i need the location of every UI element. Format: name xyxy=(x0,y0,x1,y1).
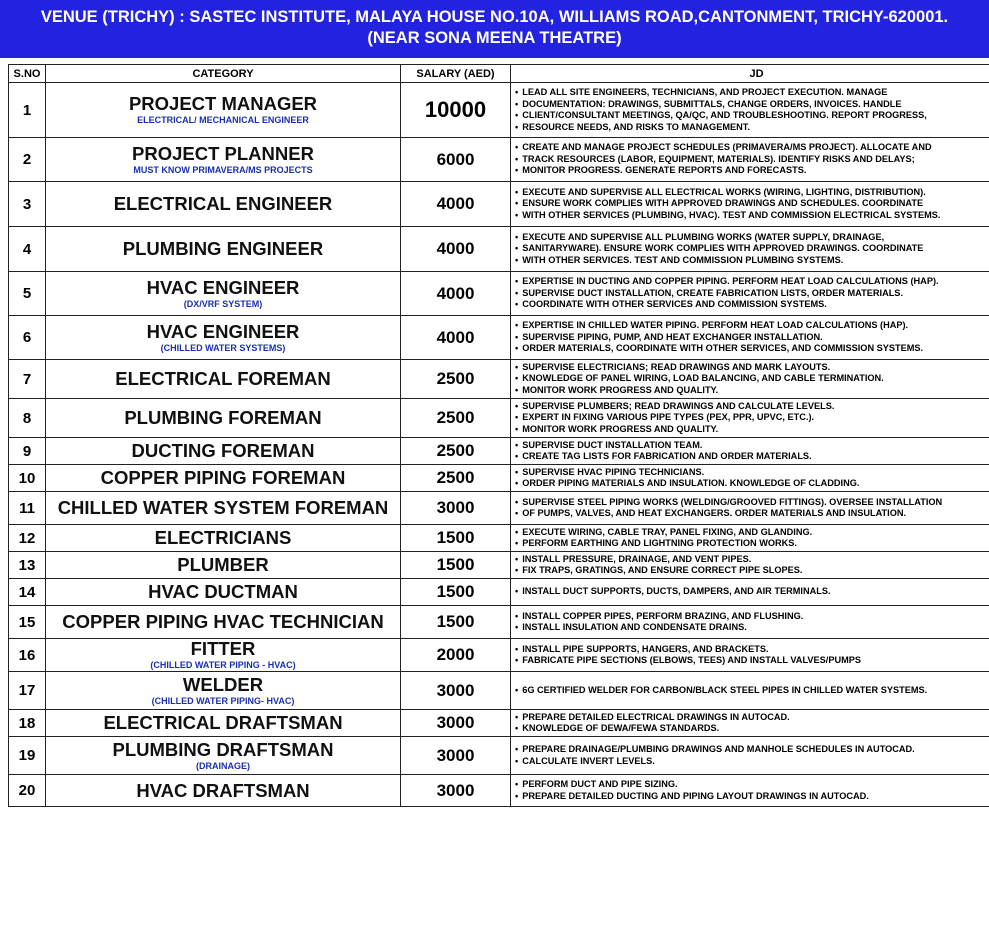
jd-line: • ORDER PIPING MATERIALS AND INSULATION. KNOWLEDGE OF CLADDING. xyxy=(515,478,989,490)
jobs-table xyxy=(8,64,989,807)
category-title: ELECTRICAL DRAFTSMAN xyxy=(103,712,343,733)
table-row xyxy=(9,737,989,775)
category-title: WELDER xyxy=(182,673,264,695)
row-sno: 2 xyxy=(9,138,46,182)
row-sno: 8 xyxy=(9,399,46,438)
jd-list xyxy=(515,142,989,177)
row-sno: 6 xyxy=(9,316,46,360)
jd-line: • SUPERVISE DUCT INSTALLATION, CREATE FABRICATION LISTS, ORDER MATERIALS. xyxy=(515,288,989,300)
category-title: PROJECT PLANNER xyxy=(132,142,314,164)
jd-list xyxy=(515,554,989,577)
jd-line: • KNOWLEDGE OF PANEL WIRING, LOAD BALANCING, AND CABLE TERMINATION. xyxy=(515,373,989,385)
row-category xyxy=(46,360,401,399)
jd-line: • WITH OTHER SERVICES (PLUMBING, HVAC). TEST AND COMMISSION ELECTRICAL SYSTEMS. xyxy=(515,210,989,222)
category-title: CHILLED WATER SYSTEM FOREMAN xyxy=(57,497,389,518)
jd-line: • MONITOR PROGRESS. GENERATE REPORTS AND FORECASTS. xyxy=(515,165,989,177)
row-salary: 1500 xyxy=(401,552,511,579)
jd-line: • CREATE TAG LISTS FOR FABRICATION AND ORDER MATERIALS. xyxy=(515,451,989,463)
row-sno: 7 xyxy=(9,360,46,399)
row-category xyxy=(46,83,401,138)
category-title: ELECTRICIANS xyxy=(154,527,292,548)
category-title: PLUMBING ENGINEER xyxy=(122,238,324,259)
jd-line: • EXECUTE AND SUPERVISE ALL PLUMBING WORKS (WATER SUPPLY, DRAINAGE, xyxy=(515,232,989,244)
row-salary: 6000 xyxy=(401,138,511,182)
jd-line: • SUPERVISE ELECTRICIANS; READ DRAWINGS AND MARK LAYOUTS. xyxy=(515,362,989,374)
jd-line: • MONITOR WORK PROGRESS AND QUALITY. xyxy=(515,424,989,436)
jd-list xyxy=(515,87,989,133)
row-jd xyxy=(511,579,989,606)
table-row xyxy=(9,775,989,807)
row-salary: 4000 xyxy=(401,316,511,360)
venue-line-1: VENUE (TRICHY) : SASTEC INSTITUTE, MALAYA HOUSE NO.10A, WILLIAMS ROAD,CANTONMENT, TRICHY-620001. xyxy=(40,8,949,26)
row-sno: 4 xyxy=(9,227,46,272)
row-category xyxy=(46,710,401,737)
table-header-row xyxy=(9,65,989,83)
jd-line: • 6G CERTIFIED WELDER FOR CARBON/BLACK STEEL PIPES IN CHILLED WATER SYSTEMS. xyxy=(515,685,989,697)
jd-list xyxy=(515,187,989,222)
row-sno: 15 xyxy=(9,606,46,639)
table-row xyxy=(9,525,989,552)
jd-line: • INSTALL PRESSURE, DRAINAGE, AND VENT PIPES. xyxy=(515,554,989,566)
jd-line: • CREATE AND MANAGE PROJECT SCHEDULES (PRIMAVERA/MS PROJECT). ALLOCATE AND xyxy=(515,142,989,154)
jd-list xyxy=(515,644,989,667)
category-title: PLUMBER xyxy=(177,554,269,575)
jd-list xyxy=(515,744,989,767)
row-sno: 13 xyxy=(9,552,46,579)
jd-line: • PREPARE DETAILED DUCTING AND PIPING LAYOUT DRAWINGS IN AUTOCAD. xyxy=(515,791,989,803)
category-title: COPPER PIPING FOREMAN xyxy=(100,467,346,488)
jd-line: • OF PUMPS, VALVES, AND HEAT EXCHANGERS. ORDER MATERIALS AND INSULATION. xyxy=(515,508,989,520)
table-row xyxy=(9,579,989,606)
row-salary: 2500 xyxy=(401,399,511,438)
jd-list xyxy=(515,497,989,520)
category-title: ELECTRICAL FOREMAN xyxy=(115,368,331,389)
jd-line: • KNOWLEDGE OF DEWA/FEWA STANDARDS. xyxy=(515,723,989,735)
row-jd xyxy=(511,552,989,579)
table-row xyxy=(9,272,989,316)
jd-list xyxy=(515,586,989,598)
row-salary: 3000 xyxy=(401,737,511,775)
table-row xyxy=(9,138,989,182)
jd-line: • SUPERVISE PIPING, PUMP, AND HEAT EXCHANGER INSTALLATION. xyxy=(515,332,989,344)
jd-line: • ORDER MATERIALS, COORDINATE WITH OTHER SERVICES, AND COMMISSION SYSTEMS. xyxy=(515,343,989,355)
row-jd xyxy=(511,672,989,710)
jd-line: • CALCULATE INVERT LEVELS. xyxy=(515,756,989,768)
category-subtitle: MUST KNOW PRIMAVERA/MS PROJECTS xyxy=(133,164,313,175)
table-row xyxy=(9,492,989,525)
jd-list xyxy=(515,362,989,397)
jd-line: • DOCUMENTATION: DRAWINGS, SUBMITTALS, CHANGE ORDERS, INVOICES. HANDLE xyxy=(515,99,989,111)
row-jd xyxy=(511,316,989,360)
row-salary: 2500 xyxy=(401,360,511,399)
row-category xyxy=(46,552,401,579)
category-title: PLUMBING DRAFTSMAN xyxy=(112,738,334,760)
row-jd xyxy=(511,737,989,775)
jd-line: • PREPARE DETAILED ELECTRICAL DRAWINGS IN AUTOCAD. xyxy=(515,712,989,724)
row-category xyxy=(46,606,401,639)
header-sno: S.NO xyxy=(9,65,46,83)
category-subtitle: (DX/VRF SYSTEM) xyxy=(183,298,263,309)
category-subtitle: (CHILLED WATER PIPING - HVAC) xyxy=(150,660,296,670)
jd-line: • EXPERTISE IN CHILLED WATER PIPING. PERFORM HEAT LOAD CALCULATIONS (HAP). xyxy=(515,320,989,332)
category-title: HVAC ENGINEER xyxy=(146,276,300,298)
category-title: PLUMBING FOREMAN xyxy=(124,407,322,428)
jd-list xyxy=(515,527,989,550)
table-body xyxy=(9,83,989,807)
row-category xyxy=(46,579,401,606)
jd-line: • FIX TRAPS, GRATINGS, AND ENSURE CORRECT PIPE SLOPES. xyxy=(515,565,989,577)
row-sno: 12 xyxy=(9,525,46,552)
category-subtitle: (DRAINAGE) xyxy=(196,760,250,771)
category-title: PROJECT MANAGER xyxy=(128,93,318,114)
jd-list xyxy=(515,320,989,355)
row-salary: 4000 xyxy=(401,272,511,316)
table-row xyxy=(9,227,989,272)
row-jd xyxy=(511,639,989,672)
jd-line: • INSTALL DUCT SUPPORTS, DUCTS, DAMPERS, AND AIR TERMINALS. xyxy=(515,586,989,598)
category-title: FITTER xyxy=(190,638,256,659)
row-sno: 17 xyxy=(9,672,46,710)
row-jd xyxy=(511,775,989,807)
row-jd xyxy=(511,438,989,465)
category-title: COPPER PIPING HVAC TECHNICIAN xyxy=(62,611,384,632)
category-title: HVAC DUCTMAN xyxy=(148,581,298,602)
table-row xyxy=(9,672,989,710)
category-subtitle: (CHILLED WATER SYSTEMS) xyxy=(160,342,286,353)
jd-line: • PERFORM DUCT AND PIPE SIZING. xyxy=(515,779,989,791)
row-jd xyxy=(511,465,989,492)
row-sno: 5 xyxy=(9,272,46,316)
jd-line: • SANITARYWARE). ENSURE WORK COMPLIES WITH APPROVED DRAWINGS. COORDINATE xyxy=(515,243,989,255)
jd-line: • EXPERT IN FIXING VARIOUS PIPE TYPES (PEX, PPR, UPVC, ETC.). xyxy=(515,412,989,424)
jd-line: • SUPERVISE STEEL PIPING WORKS (WELDING/GROOVED FITTINGS). OVERSEE INSTALLATION xyxy=(515,497,989,509)
row-salary: 10000 xyxy=(401,83,511,138)
jd-line: • RESOURCE NEEDS, AND RISKS TO MANAGEMENT. xyxy=(515,122,989,134)
row-category xyxy=(46,525,401,552)
jd-line: • INSTALL INSULATION AND CONDENSATE DRAINS. xyxy=(515,622,989,634)
row-category xyxy=(46,227,401,272)
jd-line: • EXECUTE WIRING, CABLE TRAY, PANEL FIXING, AND GLANDING. xyxy=(515,527,989,539)
venue-banner xyxy=(0,0,989,58)
category-title: ELECTRICAL ENGINEER xyxy=(113,193,333,214)
row-category xyxy=(46,182,401,227)
row-category xyxy=(46,316,401,360)
row-sno: 1 xyxy=(9,83,46,138)
category-title: HVAC DRAFTSMAN xyxy=(136,779,310,801)
jd-line: • PREPARE DRAINAGE/PLUMBING DRAWINGS AND MANHOLE SCHEDULES IN AUTOCAD. xyxy=(515,744,989,756)
jd-line: • INSTALL COPPER PIPES, PERFORM BRAZING, AND FLUSHING. xyxy=(515,611,989,623)
jd-list xyxy=(515,276,989,311)
row-jd xyxy=(511,525,989,552)
header-jd: JD xyxy=(511,65,989,83)
table-row xyxy=(9,182,989,227)
row-sno: 11 xyxy=(9,492,46,525)
row-sno: 10 xyxy=(9,465,46,492)
row-category xyxy=(46,399,401,438)
row-salary: 2000 xyxy=(401,639,511,672)
jd-list xyxy=(515,611,989,634)
row-category xyxy=(46,672,401,710)
row-sno: 9 xyxy=(9,438,46,465)
jd-line: • SUPERVISE DUCT INSTALLATION TEAM. xyxy=(515,440,989,452)
row-jd xyxy=(511,182,989,227)
jd-line: • SUPERVISE PLUMBERS; READ DRAWINGS AND CALCULATE LEVELS. xyxy=(515,401,989,413)
table-row xyxy=(9,360,989,399)
row-category xyxy=(46,775,401,807)
table-row xyxy=(9,316,989,360)
jd-list xyxy=(515,440,989,463)
table-row xyxy=(9,710,989,737)
row-salary: 3000 xyxy=(401,492,511,525)
category-title: DUCTING FOREMAN xyxy=(131,440,315,461)
jd-list xyxy=(515,779,989,802)
row-jd xyxy=(511,227,989,272)
row-salary: 3000 xyxy=(401,775,511,807)
jd-list xyxy=(515,712,989,735)
category-title: HVAC ENGINEER xyxy=(146,320,300,342)
row-sno: 14 xyxy=(9,579,46,606)
jd-line: • TRACK RESOURCES (LABOR, EQUIPMENT, MATERIALS). IDENTIFY RISKS AND DELAYS; xyxy=(515,154,989,166)
jd-line: • CLIENT/CONSULTANT MEETINGS, QA/QC, AND TROUBLESHOOTING. REPORT PROGRESS, xyxy=(515,110,989,122)
category-subtitle: (CHILLED WATER PIPING- HVAC) xyxy=(151,695,295,706)
row-sno: 3 xyxy=(9,182,46,227)
row-jd xyxy=(511,399,989,438)
jd-line: • LEAD ALL SITE ENGINEERS, TECHNICIANS, AND PROJECT EXECUTION. MANAGE xyxy=(515,87,989,99)
row-category xyxy=(46,639,401,672)
table-row xyxy=(9,83,989,138)
row-jd xyxy=(511,272,989,316)
row-salary: 2500 xyxy=(401,438,511,465)
jd-line: • WITH OTHER SERVICES. TEST AND COMMISSION PLUMBING SYSTEMS. xyxy=(515,255,989,267)
row-category xyxy=(46,138,401,182)
row-category xyxy=(46,737,401,775)
jd-list xyxy=(515,401,989,436)
row-salary: 3000 xyxy=(401,710,511,737)
table-row xyxy=(9,606,989,639)
row-salary: 3000 xyxy=(401,672,511,710)
venue-line-2: (NEAR SONA MEENA THEATRE) xyxy=(367,29,622,47)
row-jd xyxy=(511,710,989,737)
row-salary: 1500 xyxy=(401,525,511,552)
jd-line: • INSTALL PIPE SUPPORTS, HANGERS, AND BRACKETS. xyxy=(515,644,989,656)
table-row xyxy=(9,438,989,465)
jd-line: • COORDINATE WITH OTHER SERVICES AND COMMISSION SYSTEMS. xyxy=(515,299,989,311)
row-salary: 1500 xyxy=(401,579,511,606)
row-jd xyxy=(511,606,989,639)
row-sno: 20 xyxy=(9,775,46,807)
row-salary: 1500 xyxy=(401,606,511,639)
jd-list xyxy=(515,685,989,697)
jd-list xyxy=(515,467,989,490)
jd-line: • SUPERVISE HVAC PIPING TECHNICIANS. xyxy=(515,467,989,479)
row-sno: 18 xyxy=(9,710,46,737)
row-jd xyxy=(511,83,989,138)
table-row xyxy=(9,399,989,438)
row-salary: 2500 xyxy=(401,465,511,492)
jd-list xyxy=(515,232,989,267)
table-row xyxy=(9,465,989,492)
jd-line: • ENSURE WORK COMPLIES WITH APPROVED DRAWINGS AND SCHEDULES. COORDINATE xyxy=(515,198,989,210)
row-jd xyxy=(511,360,989,399)
row-category xyxy=(46,465,401,492)
row-sno: 19 xyxy=(9,737,46,775)
row-category xyxy=(46,492,401,525)
row-sno: 16 xyxy=(9,639,46,672)
row-category xyxy=(46,272,401,316)
header-category: CATEGORY xyxy=(46,65,401,83)
jd-line: • EXPERTISE IN DUCTING AND COPPER PIPING. PERFORM HEAT LOAD CALCULATIONS (HAP). xyxy=(515,276,989,288)
jd-line: • FABRICATE PIPE SECTIONS (ELBOWS, TEES) AND INSTALL VALVES/PUMPS xyxy=(515,655,989,667)
table-row xyxy=(9,639,989,672)
row-salary: 4000 xyxy=(401,182,511,227)
row-jd xyxy=(511,138,989,182)
jd-line: • MONITOR WORK PROGRESS AND QUALITY. xyxy=(515,385,989,397)
jd-line: • EXECUTE AND SUPERVISE ALL ELECTRICAL WORKS (WIRING, LIGHTING, DISTRIBUTION). xyxy=(515,187,989,199)
row-category xyxy=(46,438,401,465)
header-salary: SALARY (AED) xyxy=(401,65,511,83)
table-row xyxy=(9,552,989,579)
category-subtitle: ELECTRICAL/ MECHANICAL ENGINEER xyxy=(137,115,309,125)
row-jd xyxy=(511,492,989,525)
row-salary: 4000 xyxy=(401,227,511,272)
jd-line: • PERFORM EARTHING AND LIGHTNING PROTECTION WORKS. xyxy=(515,538,989,550)
